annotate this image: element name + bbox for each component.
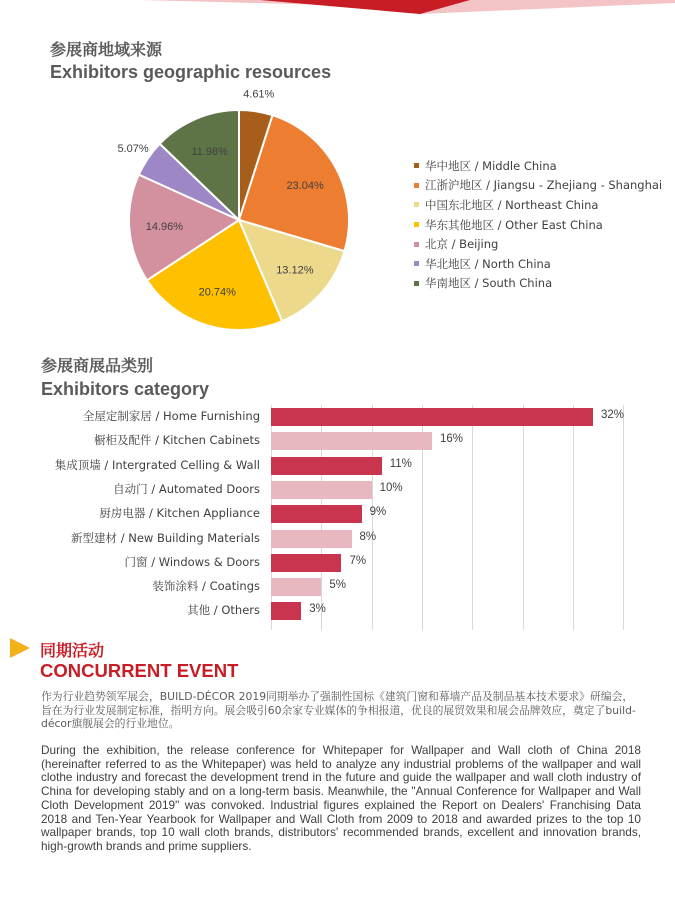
bar-category-label: 自动门 / Automated Doors <box>113 481 260 496</box>
bar-category-label: 集成顶墙 / Intergrated Celling & Wall <box>54 457 260 472</box>
bar-row <box>0 599 675 623</box>
legend-item <box>414 195 662 215</box>
concurrent-paragraph-en: During the exhibition, the release conference for Whitepaper for Wallpaper and Wall cloth of China 2018 (hereinafter referred to as the Whitepaper) was held to analyze any industrial problems of the wallpaper and wall clothe industry and forecast the development trend in the future and guide the wallpaper and wall cloth industry of China for developing stably and on a long-term basis. Meanwhile, the "Annual Conference for Wallpaper and Wall Cloth Development 2019" was convoked. Industrial figures explained the Report on Dealers' Franchising Data 2018 and Ten-Year Yearbook for Wallpaper and Wall Cloth from 2009 to 2018 and awarded prizes to the top 10 wallpaper brands, top 10 wall cloth brands, distributors' recommended brands, excellent and innovation brands, high-growth brands and prime suppliers. <box>41 743 641 853</box>
top-banner <box>0 0 675 14</box>
bar <box>271 530 352 548</box>
pie-value-label: 5.07% <box>117 143 149 156</box>
play-triangle-icon <box>10 638 30 658</box>
bar-category-label: 新型建材 / New Building Materials <box>71 530 260 545</box>
geo-title-en: Exhibitors geographic resources <box>50 62 332 82</box>
legend-swatch <box>414 163 419 168</box>
bar-value-label: 5% <box>329 579 346 592</box>
bar-category-label: 装饰涂料 / Coatings <box>152 579 260 594</box>
bar-row <box>0 454 675 478</box>
bar-row <box>0 429 675 453</box>
legend-item <box>414 274 662 294</box>
legend-swatch <box>414 242 419 247</box>
pie-value-label: 11.98% <box>191 146 228 159</box>
bar-value-label: 10% <box>379 481 403 494</box>
bar <box>271 481 372 499</box>
bar <box>271 578 321 596</box>
legend-label: 华中地区 / Middle China <box>425 158 557 173</box>
bar-row <box>0 551 675 575</box>
bar-value-label: 9% <box>369 506 387 519</box>
legend-item <box>414 215 662 235</box>
geo-pie-chart <box>100 90 380 340</box>
bar <box>271 408 593 426</box>
bar-value-label: 7% <box>349 554 367 567</box>
bar <box>271 457 382 475</box>
legend-swatch <box>414 202 419 207</box>
legend-label: 华南地区 / South China <box>425 276 553 291</box>
bar <box>271 432 432 450</box>
legend-swatch <box>414 183 419 188</box>
geo-title-cn: 参展商地域来源 <box>50 40 163 59</box>
bar <box>271 602 301 620</box>
bar-value-label: 8% <box>359 530 377 543</box>
concurrent-title-en: CONCURRENT EVENT <box>40 660 239 681</box>
concurrent-title-cn: 同期活动 <box>40 641 105 660</box>
legend-label: 华北地区 / North China <box>425 256 551 271</box>
geo-pie-legend <box>414 156 662 293</box>
legend-label: 中国东北地区 / Northeast China <box>425 197 599 212</box>
bar-category-label: 厨房电器 / Kitchen Appliance <box>99 506 260 521</box>
legend-item <box>414 156 662 176</box>
bar-category-label: 全屋定制家居 / Home Furnishing <box>82 409 260 423</box>
concurrent-paragraph-cn: 作为行业趋势领军展会，BUILD-DÉCOR 2019同期举办了强制性国标《建筑门窗和幕墙产品及制品基本技术要求》研编会，旨在为行业发展制定标准，指明方向。展会吸引60余家专业媒体的争相报道，优良的展贸效果和展会品牌效应，奠定了build-décor旗舰展会的行业地位。 <box>41 690 636 730</box>
pie-value-label: 14.96% <box>145 220 184 233</box>
bar <box>271 505 362 523</box>
legend-item <box>414 176 662 196</box>
bar-category-label: 橱柜及配件 / Kitchen Cabinets <box>94 433 260 448</box>
pie-value-label: 23.04% <box>286 179 324 192</box>
bar-category-label: 门窗 / Windows & Doors <box>124 554 260 569</box>
bar-row <box>0 405 675 429</box>
pie-value-label: 4.61% <box>243 88 275 101</box>
bar-row <box>0 478 675 502</box>
bar-row <box>0 575 675 599</box>
pie-value-label: 20.74% <box>198 286 236 299</box>
category-bar-chart <box>0 405 675 635</box>
legend-label: 北京 / Beijing <box>425 237 499 252</box>
bar <box>271 554 341 572</box>
bar-row <box>0 502 675 526</box>
bar-value-label: 3% <box>309 603 326 616</box>
bar-value-label: 32% <box>601 409 625 421</box>
legend-label: 华东其他地区 / Other East China <box>425 217 603 232</box>
legend-swatch <box>414 222 419 227</box>
legend-swatch <box>414 261 419 266</box>
bar-value-label: 16% <box>440 433 464 446</box>
pie-value-label: 13.12% <box>276 264 314 277</box>
legend-item <box>414 234 662 254</box>
legend-swatch <box>414 281 419 286</box>
legend-item <box>414 254 662 274</box>
legend-label: 江浙沪地区 / Jiangsu - Zhejiang - Shanghai <box>425 178 663 193</box>
bar-value-label: 11% <box>389 457 412 470</box>
bar-category-label: 其他 / Others <box>187 603 260 618</box>
category-title-en: Exhibitors category <box>41 379 210 399</box>
category-title-cn: 参展商展品类别 <box>41 356 154 375</box>
bar-row <box>0 527 675 551</box>
